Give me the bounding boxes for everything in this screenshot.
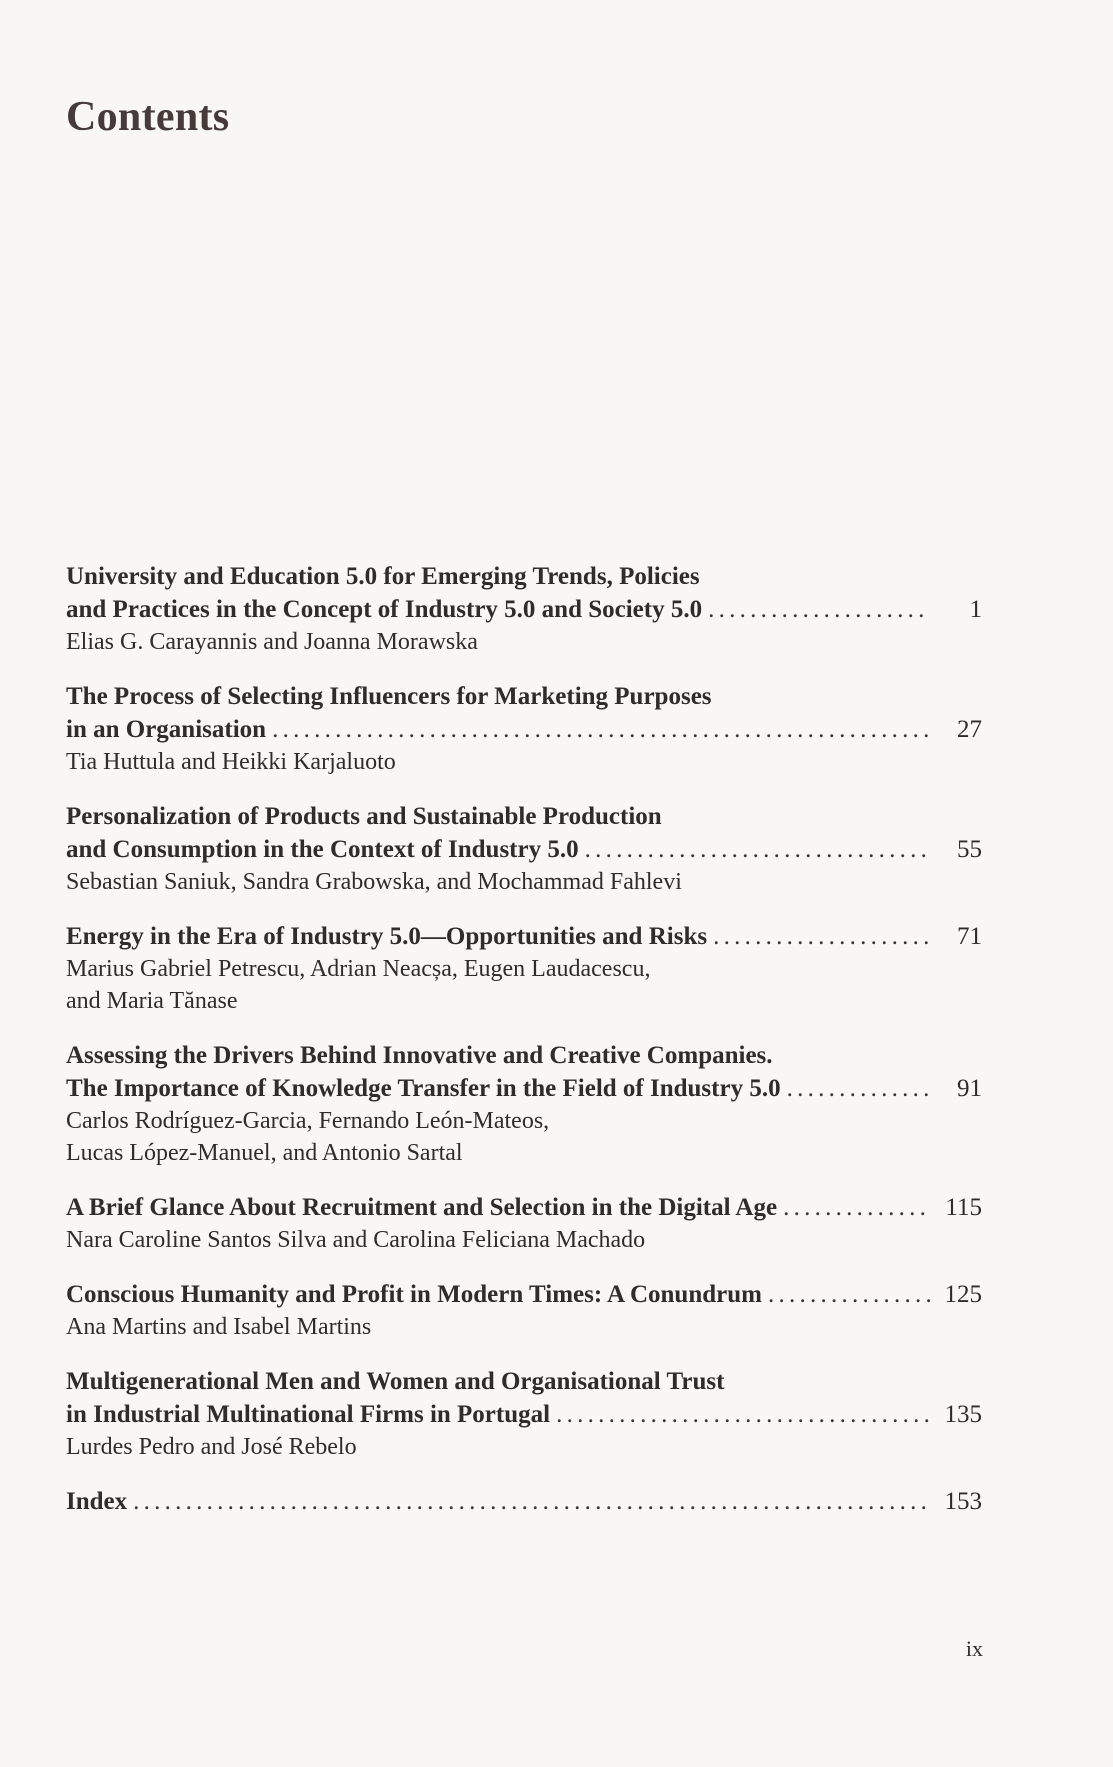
- toc-entry-index[interactable]: [66, 1485, 982, 1518]
- toc-entry-page-number: 135: [944, 1401, 982, 1428]
- toc-entry-authors: Lurdes Pedro and José Rebelo: [66, 1434, 357, 1460]
- toc-entry-authors: Tia Huttula and Heikki Karjaluoto: [66, 749, 396, 775]
- toc-leader-dots: [266, 713, 930, 746]
- toc-entry[interactable]: [66, 1365, 982, 1463]
- toc-leader-dots: [781, 1072, 930, 1105]
- toc-entry-title-text: Energy in the Era of Industry 5.0—Opportunities and Risks: [66, 923, 708, 950]
- toc-entry-page-number: 115: [945, 1194, 982, 1221]
- toc-entry-page-number: 27: [957, 716, 982, 743]
- toc-entry[interactable]: [66, 1039, 982, 1169]
- toc-entry-title-line: The Process of Selecting Influencers for Marketing Purposes: [66, 683, 712, 710]
- toc-entry-page-number: 91: [957, 1075, 982, 1102]
- toc-leader-dots: [550, 1398, 930, 1431]
- toc-entry-title-last-line: [66, 593, 982, 626]
- toc-leader-dots: [762, 1278, 930, 1311]
- toc-entry-title-last-line: [66, 1398, 982, 1431]
- page-folio: ix: [965, 1636, 983, 1661]
- toc-entry-authors: Elias G. Carayannis and Joanna Morawska: [66, 629, 478, 655]
- toc-index-page-number: 153: [944, 1488, 982, 1515]
- toc-entry-title-text: A Brief Glance About Recruitment and Selection in the Digital Age: [66, 1194, 778, 1221]
- toc-entry-title-text: and Consumption in the Context of Industry 5.0: [66, 836, 579, 863]
- toc-entry[interactable]: [66, 920, 982, 1017]
- toc-entry-title-line: Multigenerational Men and Women and Organisational Trust: [66, 1368, 725, 1395]
- toc-leader-dots: [707, 920, 930, 953]
- toc-entry-page-number: 71: [957, 923, 982, 950]
- page-title: Contents: [66, 94, 230, 140]
- toc-entry-authors: Nara Caroline Santos Silva and Carolina Feliciana Machado: [66, 1227, 646, 1253]
- toc-entry-title-last-line: [66, 1278, 982, 1311]
- toc-entry-authors: Lucas López-Manuel, and Antonio Sartal: [66, 1140, 463, 1166]
- toc-entry-page-number: 125: [944, 1281, 982, 1308]
- toc-list: [66, 560, 982, 1540]
- toc-entry[interactable]: [66, 1191, 982, 1256]
- toc-entry-title-text: The Importance of Knowledge Transfer in the Field of Industry 5.0: [66, 1075, 781, 1102]
- toc-entry[interactable]: [66, 800, 982, 898]
- toc-index-line: [66, 1485, 982, 1518]
- toc-entry-page-number: 1: [969, 596, 982, 623]
- toc-entry-title-last-line: [66, 833, 982, 866]
- toc-entry-title-last-line: [66, 713, 982, 746]
- toc-entry[interactable]: [66, 680, 982, 778]
- toc-leader-dots: [579, 833, 930, 866]
- toc-entry-title-line: Personalization of Products and Sustainable Production: [66, 803, 662, 830]
- toc-entry-title-text: Conscious Humanity and Profit in Modern Times: A Conundrum: [66, 1281, 762, 1308]
- toc-entry-title-last-line: [66, 1072, 982, 1105]
- toc-entry[interactable]: [66, 1278, 982, 1343]
- toc-entry-title-line: University and Education 5.0 for Emerging Trends, Policies: [66, 563, 700, 590]
- toc-entry-title-line: Assessing the Drivers Behind Innovative and Creative Companies.: [66, 1042, 773, 1069]
- toc-entry-title-text: and Practices in the Concept of Industry 5.0 and Society 5.0: [66, 596, 703, 623]
- toc-leader-dots: [127, 1485, 930, 1518]
- toc-entry-authors: Marius Gabriel Petrescu, Adrian Neacșa, Eugen Laudacescu,: [66, 956, 651, 982]
- toc-entry-title-last-line: [66, 1191, 982, 1224]
- toc-entry-authors: Carlos Rodríguez-Garcia, Fernando León-Mateos,: [66, 1108, 550, 1134]
- toc-entry-authors: Ana Martins and Isabel Martins: [66, 1314, 372, 1340]
- toc-entry-title-text: in Industrial Multinational Firms in Portugal: [66, 1401, 551, 1428]
- toc-entry-title-last-line: [66, 920, 982, 953]
- toc-entry-page-number: 55: [957, 836, 982, 863]
- toc-index-label: Index: [66, 1488, 128, 1515]
- toc-leader-dots: [702, 593, 930, 626]
- toc-entry-authors: Sebastian Saniuk, Sandra Grabowska, and Mochammad Fahlevi: [66, 869, 682, 895]
- toc-entry-authors: and Maria Tănase: [66, 988, 238, 1014]
- toc-entry[interactable]: [66, 560, 982, 658]
- toc-entry-title-text: in an Organisation: [66, 716, 267, 743]
- toc-leader-dots: [777, 1191, 930, 1224]
